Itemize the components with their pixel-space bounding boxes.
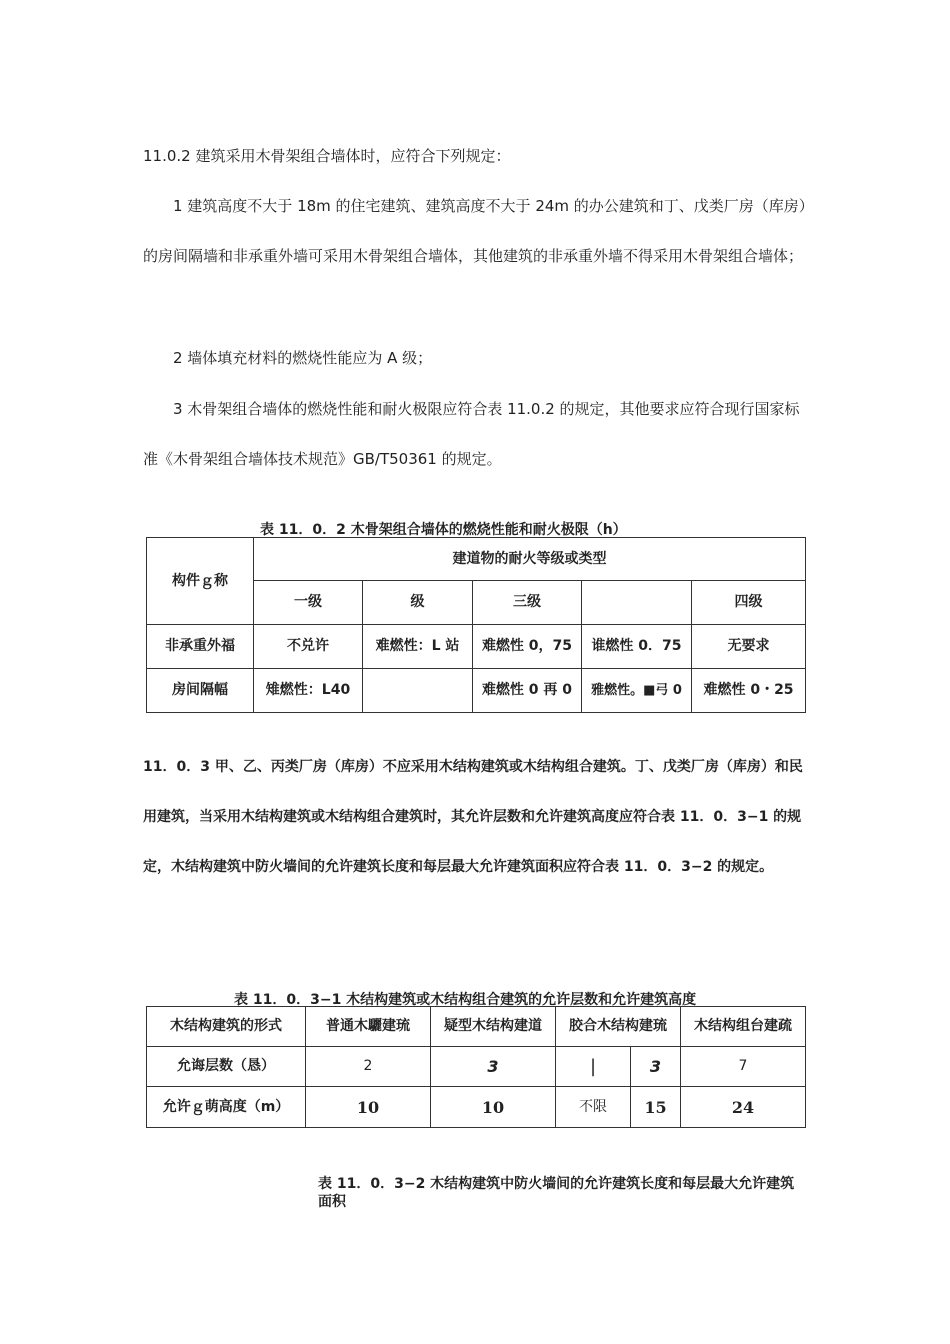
table-cell: 3	[631, 1047, 681, 1087]
table-cell: 难燃性：L 站	[363, 625, 473, 669]
header-structure-form: 木结构建筑的形式	[147, 1007, 306, 1047]
table-cell: 难燃性 0 再 0	[473, 669, 582, 713]
table-11-0-3-1	[146, 1006, 806, 1128]
table-row	[147, 1087, 806, 1128]
row-name: 允许ｇ萌高度（m）	[147, 1087, 306, 1128]
table-row	[147, 1047, 806, 1087]
table-caption-11-0-3-2: 表 11．0．3−2 木结构建筑中防火墙间的允许建筑长度和每层最大允许建筑面积	[318, 1176, 795, 1210]
table-cell: 难燃性 0・25	[692, 669, 806, 713]
clause-11-0-3: 11．0．3 甲、乙、丙类厂房（库房）不应采用木结构建筑或木结构组合建筑。丁、戊类厂房（库房）和民用建筑，当采用木结构建筑或木结构组合建筑时，其允许层数和允许建筑高度应符合表 11．0．3−1 的规定，木结构建筑中防火墙间的允许建筑长度和每层最大允许建筑面积应符合表 11．0．3−2 的规定。	[143, 759, 803, 875]
table-caption-11-0-3-1: 表 11．0．3−1 木结构建筑或木结构组合建筑的允许层数和允许建筑高度	[234, 992, 697, 1008]
table-cell: 10	[431, 1087, 556, 1128]
row-name: 非承重外福	[147, 625, 254, 669]
table-row	[147, 669, 806, 713]
table-cell: |	[556, 1047, 631, 1087]
clause-heading-11-0-2: 11.0.2 建筑采用木骨架组合墙体时，应符合下列规定：	[143, 147, 511, 165]
table-cell: 雉燃性：L40	[254, 669, 363, 713]
clause-item-3: 3 木骨架组合墙体的燃烧性能和耐火极限应符合表 11.0.2 的规定，其他要求应符合现行国家标准《木骨架组合墙体技术规范》GB/T50361 的规定。	[143, 400, 800, 468]
table-caption-11-0-2: 表 11．0．2 木骨架组合墙体的燃烧性能和耐火极限（h）	[260, 522, 627, 538]
clause-item-2: 2 墙体填充材料的燃烧性能应为 A 级；	[173, 349, 433, 367]
table-cell: 无要求	[692, 625, 806, 669]
table-cell: 难燃性 0，75	[473, 625, 582, 669]
clause-item-1: 1 建筑高度不大于 18m 的住宅建筑、建筑高度不大于 24m 的办公建筑和丁、戊类厂房（库房）的房间隔墙和非承重外墙可采用木骨架组合墙体，其他建筑的非承重外墙不得采用木骨架组合墙体；	[143, 197, 807, 265]
row-name: 允诲层数（恳）	[147, 1047, 306, 1087]
table-cell: 10	[306, 1087, 431, 1128]
table-11-0-2	[146, 537, 806, 713]
table-cell: 不兑许	[254, 625, 363, 669]
table-cell: 不限	[556, 1087, 631, 1128]
header-cell: 木结构组台建疏	[681, 1007, 806, 1047]
header-cell: 胶合木结构建琉	[556, 1007, 681, 1047]
grade-cell: 级	[363, 581, 473, 625]
header-cell: 疑型木结构建道	[431, 1007, 556, 1047]
grade-cell: 四级	[692, 581, 806, 625]
table-cell: 24	[681, 1087, 806, 1128]
table-cell: 2	[306, 1047, 431, 1087]
grade-cell: 三级	[473, 581, 582, 625]
table-cell: 7	[681, 1047, 806, 1087]
grade-cell: 一级	[254, 581, 363, 625]
table-cell: 3	[431, 1047, 556, 1087]
table-cell: 雅燃性。■弓 0	[582, 669, 692, 713]
header-cell: 普通木驪建琉	[306, 1007, 431, 1047]
table-row	[147, 625, 806, 669]
table-cell	[363, 669, 473, 713]
header-fire-rating-group: 建道物的耐火等级或类型	[254, 538, 806, 581]
table-cell: 15	[631, 1087, 681, 1128]
table-cell: 谁燃性 0．75	[582, 625, 692, 669]
grade-cell	[582, 581, 692, 625]
header-component-name: 构件ｇ称	[147, 538, 254, 625]
row-name: 房间隔幅	[147, 669, 254, 713]
